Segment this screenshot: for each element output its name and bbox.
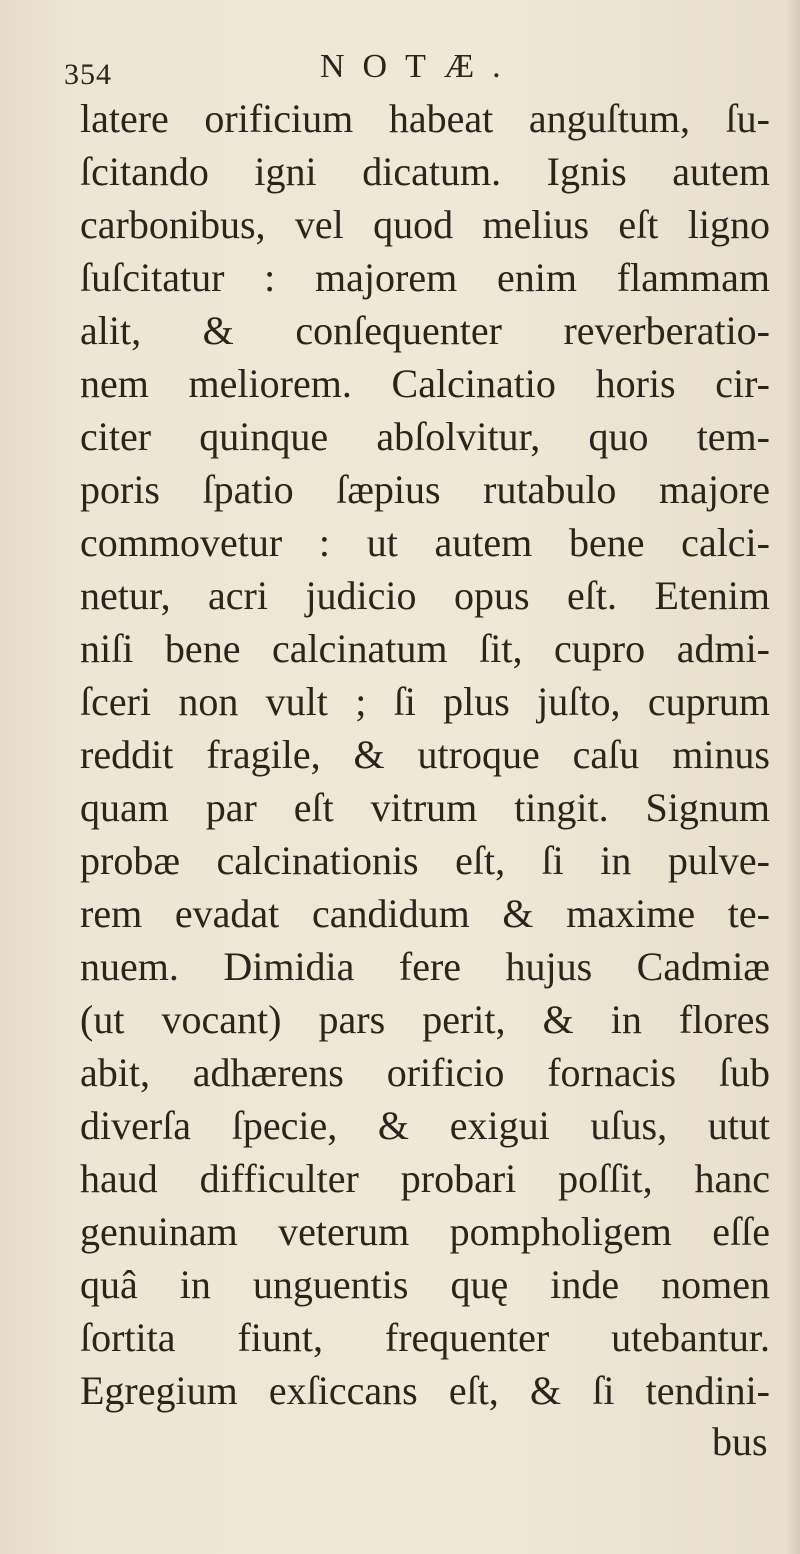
text-line: ſortita fiunt, frequenter utebantur. (80, 1315, 770, 1360)
catchword: bus (712, 1419, 768, 1464)
text-line: alit, & conſequenter reverberatio- (80, 308, 770, 353)
text-line: ſceri non vult ; ſi plus juſto, cuprum (80, 679, 770, 724)
text-line: abit, adhærens orificio fornacis ſub (80, 1050, 770, 1095)
page-edge-shadow (786, 0, 800, 1554)
text-line: netur, acri judicio opus eſt. Etenim (80, 573, 770, 618)
text-line: carbonibus, vel quod melius eſt ligno (80, 202, 770, 247)
text-line: poris ſpatio ſæpius rutabulo majore (80, 467, 770, 512)
text-line: (ut vocant) pars perit, & in flores (80, 997, 770, 1042)
text-line: reddit fragile, & utroque caſu minus (80, 732, 770, 777)
text-line: quam par eſt vitrum tingit. Signum (80, 785, 770, 830)
text-line: genuinam veterum pompholigem eſſe (80, 1209, 770, 1254)
text-line: nuem. Dimidia fere hujus Cadmiæ (80, 944, 770, 989)
text-line: citer quinque abſolvitur, quo tem- (80, 414, 770, 459)
text-line: diverſa ſpecie, & exigui uſus, utut (80, 1103, 770, 1148)
text-line: niſi bene calcinatum ſit, cupro admi- (80, 626, 770, 671)
text-line: rem evadat candidum & maxime te- (80, 891, 770, 936)
body-text (80, 92, 770, 1417)
text-line: latere orificium habeat anguſtum, ſu- (80, 96, 770, 141)
text-line: nem meliorem. Calcinatio horis cir- (80, 361, 770, 406)
running-head: NOTÆ. (320, 48, 519, 85)
text-line: probæ calcinationis eſt, ſi in pulve- (80, 838, 770, 883)
page-number: 354 (64, 58, 112, 91)
text-line: ſuſcitatur : majorem enim flammam (80, 255, 770, 300)
text-line: haud difficulter probari poſſit, hanc (80, 1156, 770, 1201)
text-line: commovetur : ut autem bene calci- (80, 520, 770, 565)
text-line: quâ in unguentis quę inde nomen (80, 1262, 770, 1307)
page-header (0, 40, 800, 100)
text-line: ſcitando igni dicatum. Ignis autem (80, 149, 770, 194)
text-line: Egregium exſiccans eſt, & ſi tendini- (80, 1368, 770, 1413)
